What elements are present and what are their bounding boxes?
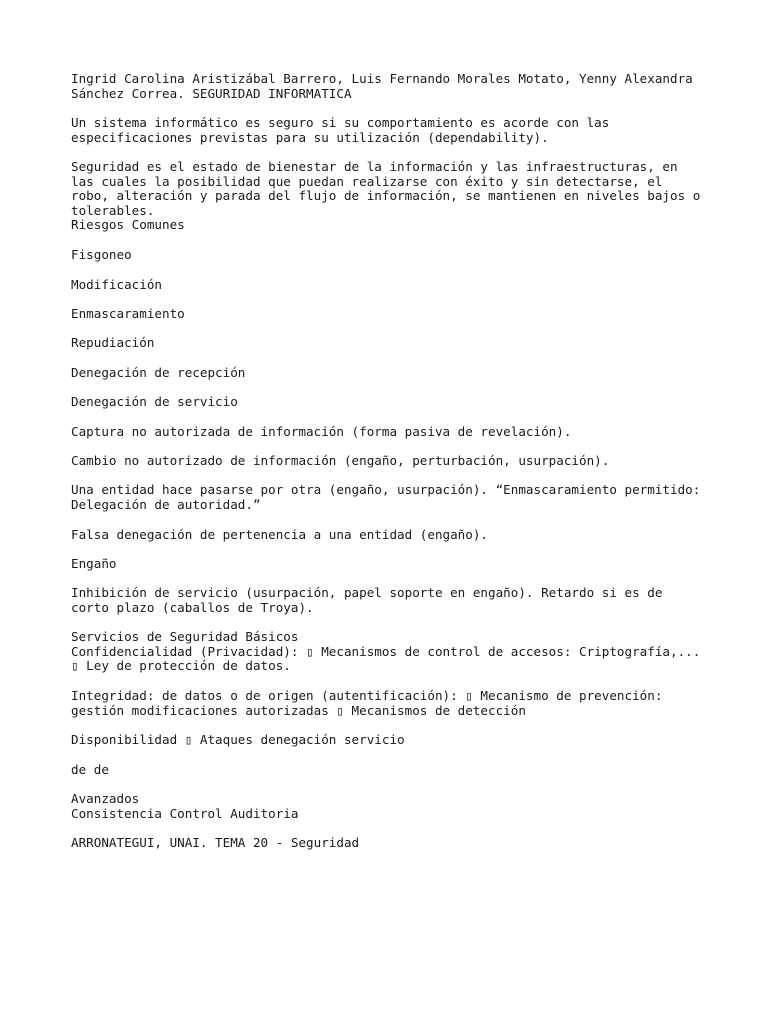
paragraph-entidad: Una entidad hace pasarse por otra (engaño, usurpación). “Enmascaramiento permitido: Delegación de autoridad.” (71, 482, 701, 512)
paragraph-cambio: Cambio no autorizado de información (engaño, perturbación, usurpación). (71, 453, 610, 468)
paragraph-falsa-denegacion: Falsa denegación de pertenencia a una entidad (engaño). (71, 527, 489, 542)
paragraph-captura: Captura no autorizada de información (forma pasiva de revelación). (71, 424, 572, 439)
definition-paragraph: Un sistema informático es seguro si su comportamiento es acorde con las especificaciones previstas para su utilización (dependability). (71, 115, 610, 145)
risk-item-modificacion: Modificación (71, 277, 162, 292)
risk-item-repudiacion: Repudiación (71, 335, 155, 350)
paragraph-engano: Engaño (71, 556, 117, 571)
paragraph-integridad: Integridad: de datos o de origen (autentificación): ▯ Mecanismo de prevención: gestión modificaciones autorizadas ▯ Mecanismos de detección (71, 688, 663, 718)
paragraph-servicios-basicos: Servicios de Seguridad Básicos Confidencialidad (Privacidad): ▯ Mecanismos de control de accesos: Criptografía,... ▯ Ley de protección de datos. (71, 629, 701, 674)
paragraph-disponibilidad: Disponibilidad ▯ Ataques denegación servicio (71, 732, 405, 747)
paragraph-reference: ARRONATEGUI, UNAI. TEMA 20 - Seguridad (71, 835, 360, 850)
paragraph-de-de: de de (71, 762, 109, 777)
risk-item-enmascaramiento: Enmascaramiento (71, 306, 185, 321)
risk-item-denegacion-servicio: Denegación de servicio (71, 394, 238, 409)
security-definition-paragraph: Seguridad es el estado de bienestar de la información y las infraestructuras, en las cuales la posibilidad que puedan realizarse con éxito y sin detectarse, el robo, alteración y parada del flujo de información, se mantienen en niveles bajos o tolerables. Riesgos Comunes (71, 159, 701, 233)
paragraph-inhibicion: Inhibición de servicio (usurpación, papel soporte en engaño). Retardo si es de corto plazo (caballos de Troya). (71, 585, 663, 615)
authors-title-paragraph: Ingrid Carolina Aristizábal Barrero, Luis Fernando Morales Motato, Yenny Alexandra Sánchez Correa. SEGURIDAD INFORMATICA (71, 71, 693, 101)
risk-item-fisgoneo: Fisgoneo (71, 247, 132, 262)
risk-item-denegacion-recepcion: Denegación de recepción (71, 365, 246, 380)
paragraph-avanzados: Avanzados Consistencia Control Auditoria (71, 791, 299, 821)
